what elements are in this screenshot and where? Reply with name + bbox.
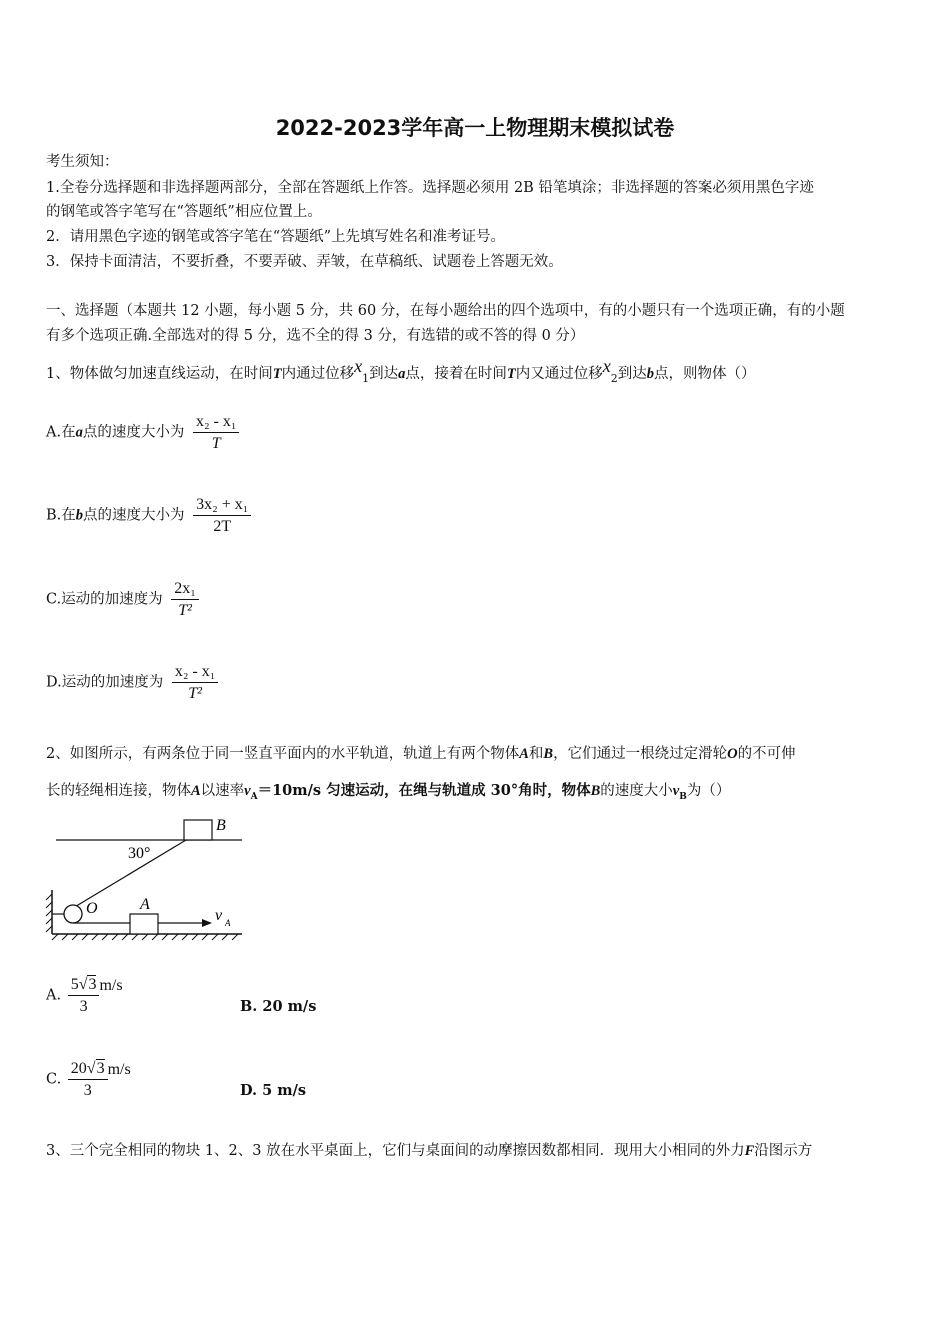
label-v: v bbox=[215, 907, 223, 924]
question-1-option-b: B.在b点的速度大小为 $\frac{\text{3x₂ + x₁}}{2T}$ bbox=[46, 495, 251, 536]
question-2-option-d: D. 5 m/s bbox=[240, 1082, 307, 1099]
question-2-stem-line-2: 长的轻绳相连接，物体A以速率$v_A=10m/s$ 匀速运动，在绳与轨道成 30°角时，物体B的速度大小$v_B$为（） bbox=[46, 782, 731, 802]
label-a: A bbox=[140, 896, 150, 913]
question-2-option-c: C. $\frac{20√3}{3}$ m/s bbox=[46, 1060, 131, 1099]
question-1-option-c: C.运动的加速度为 $\frac{\text{2x₁}}{\text{T²}}$ bbox=[46, 579, 199, 620]
notice-item-2: 2．请用黑色字迹的钢笔或答字笔在“答题纸”上先填写姓名和准考证号。 bbox=[46, 229, 506, 245]
section-1-instructions-line-1: 一、选择题（本题共 12 小题，每小题 5 分，共 60 分，在每小题给出的四个选项中，有的小题只有一个选项正确，有的小题 bbox=[46, 303, 845, 319]
pulley-o bbox=[64, 905, 82, 923]
question-1-option-a: A.在a点的速度大小为 $\frac{\text{x₂ - x₁}}{T}$ bbox=[46, 412, 239, 453]
question-2-option-a: A. $\frac{5√3}{3}$ m/s bbox=[46, 976, 123, 1015]
pulley-diagram bbox=[40, 810, 250, 942]
notice-item-3: 3．保持卡面清洁，不要折叠，不要弄破、弄皱，在草稿纸、试题卷上答题无效。 bbox=[46, 254, 563, 270]
block-a bbox=[130, 914, 158, 934]
question-2-option-b: B. 20 m/s bbox=[240, 998, 317, 1015]
question-2-stem-line-1: 2、如图所示，有两条位于同一竖直平面内的水平轨道，轨道上有两个物体A和B，它们通过一根绕过定滑轮O的不可伸 bbox=[46, 746, 796, 762]
question-3-stem: 3、三个完全相同的物块 1、2、3 放在水平桌面上，它们与桌面间的动摩擦因数都相同．现用大小相同的外力F沿图示方 bbox=[46, 1143, 813, 1159]
question-1-stem: 1、物体做匀加速直线运动，在时间T内通过位移$x_1$到达a点，接着在时间T内又通过位移$x_2$到达b点，则物体（） bbox=[46, 356, 756, 385]
notice-item-1-line-1: 1.全卷分选择题和非选择题两部分，全部在答题纸上作答。选择题必须用 2B 铅笔填涂；非选择题的答案必须用黑色字迹 bbox=[46, 180, 814, 196]
question-1-option-d: D.运动的加速度为 $\frac{\text{x₂ - x₁}}{\text{T²}}$ bbox=[46, 662, 218, 703]
angle-label: 30° bbox=[128, 845, 151, 862]
notice-heading: 考生须知： bbox=[46, 154, 119, 170]
label-b: B bbox=[216, 817, 226, 834]
notice-item-1-line-2: 的钢笔或答字笔写在“答题纸”相应位置上。 bbox=[46, 204, 322, 220]
page-title: 2022-2023学年高一上物理期末模拟试卷 bbox=[275, 116, 675, 140]
label-v-sub: A bbox=[225, 918, 231, 928]
section-1-instructions-line-2: 有多个选项正确.全部选对的得 5 分，选不全的得 3 分，有选错的或不答的得 0 分） bbox=[46, 328, 585, 344]
label-o: O bbox=[86, 900, 98, 917]
block-b bbox=[184, 820, 212, 840]
